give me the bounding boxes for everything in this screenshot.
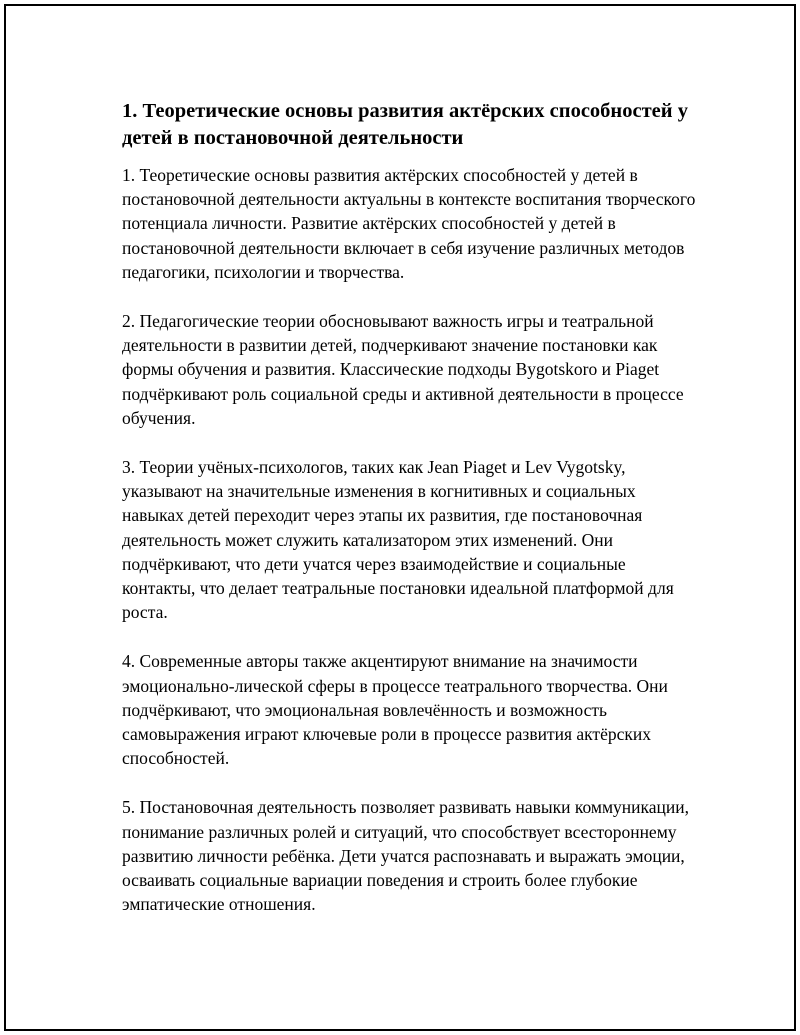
document-body: [122, 98, 697, 941]
paragraph-3: 3. Теории учёных-психологов, таких как Jean Piaget и Lev Vygotsky, указывают на значительные изменения в когнитивных и социальных навыках детей переходит через этапы их развития, где постановочная деятельность может служить катализатором этих изменений. Они подчёркивают, что дети учатся через взаимодействие и социальные контакты, что делает театральные постановки идеальной платформой для роста.: [122, 457, 674, 623]
paragraph-1: 1. Теоретические основы развития актёрских способностей у детей в постановочной деятельности актуальны в контексте воспитания творческого потенциала личности. Развитие актёрских способностей у детей в постановочной деятельности включает в себя изучение различных методов педагогики, психологии и творчества.: [122, 165, 696, 282]
paragraph-5: 5. Постановочная деятельность позволяет развивать навыки коммуникации, понимание различных ролей и ситуаций, что способствует всестороннему развитию личности ребёнка. Дети учатся распознавать и выражать эмоции, осваивать социальные вариации поведения и строить более глубокие эмпатические отношения.: [122, 797, 690, 915]
document-page: [4, 4, 796, 1031]
paragraph-4: 4. Современные авторы также акцентируют внимание на значимости эмоционально-лической сферы в процессе театрального творчества. Они подчёркивают, что эмоциональная вовлечённость и возможность самовыражения играют ключевые роли в процессе развития актёрских способностей.: [122, 651, 668, 769]
section-heading: 1. Теоретические основы развития актёрских способностей у детей в постановочной деятельности: [122, 100, 688, 149]
paragraph-2: 2. Педагогические теории обосновывают важность игры и театральной деятельности в развитии детей, подчеркивают значение постановки как формы обучения и развития. Классические подходы Bygotskoro и Piaget подчёркивают роль социальной среды и активной деятельности в процессе обучения.: [122, 311, 684, 428]
